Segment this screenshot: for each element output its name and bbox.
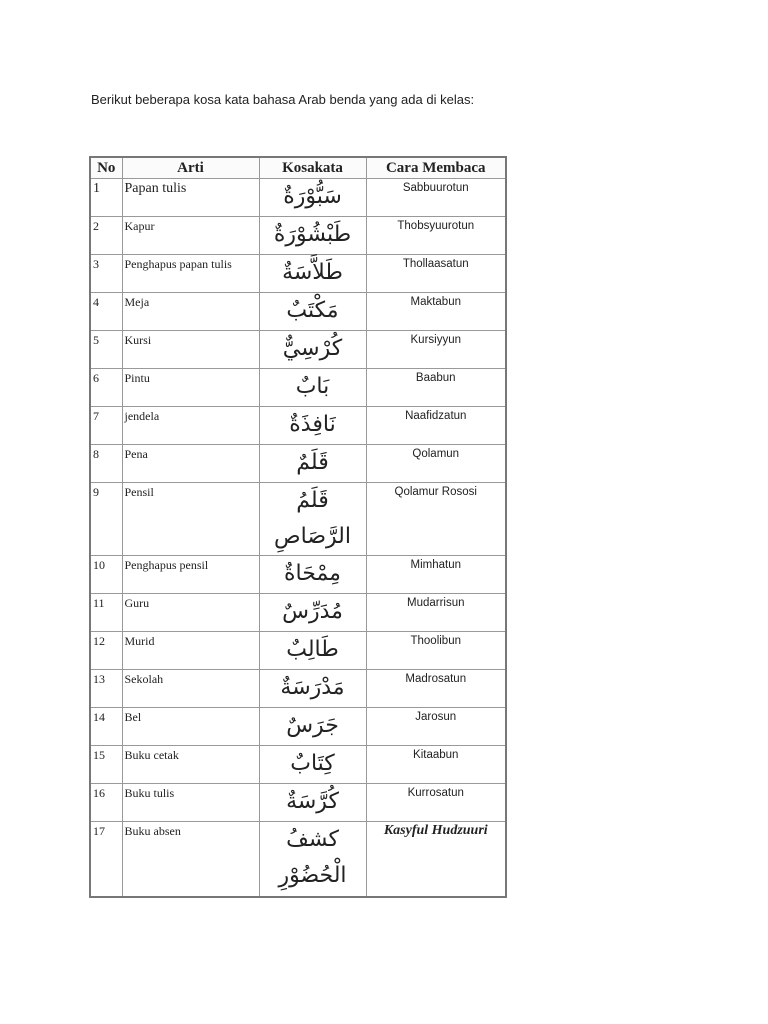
header-cara-membaca: Cara Membaca (366, 157, 506, 179)
row-arabic-word: كُرْسِيٌّ (259, 331, 366, 369)
vocabulary-table (89, 156, 507, 898)
table-row (90, 822, 506, 897)
row-pronunciation: Maktabun (366, 293, 506, 331)
table-row (90, 784, 506, 822)
row-pronunciation: Kursiyyun (366, 331, 506, 369)
row-pronunciation: Thollaasatun (366, 255, 506, 293)
row-meaning: Buku absen (122, 822, 259, 897)
intro-text: Berikut beberapa kosa kata bahasa Arab benda yang ada di kelas: (91, 92, 475, 107)
row-number: 12 (90, 632, 122, 670)
row-meaning: Kapur (122, 217, 259, 255)
row-meaning: jendela (122, 407, 259, 445)
row-pronunciation: Jarosun (366, 708, 506, 746)
row-number: 7 (90, 407, 122, 445)
row-arabic-word: مَدْرَسَةٌ (259, 670, 366, 708)
row-arabic-word: طَبْشُوْرَةٌ (259, 217, 366, 255)
row-number: 8 (90, 445, 122, 483)
row-pronunciation: Mimhatun (366, 556, 506, 594)
row-arabic-word: مُدَرِّسٌ (259, 594, 366, 632)
table-row (90, 407, 506, 445)
row-pronunciation: Baabun (366, 369, 506, 407)
row-arabic-word: مِمْحَاةٌ (259, 556, 366, 594)
row-pronunciation: Qolamun (366, 445, 506, 483)
row-pronunciation: Madrosatun (366, 670, 506, 708)
table-row (90, 594, 506, 632)
header-no: No (90, 157, 122, 179)
row-arabic-word: بَابٌ (259, 369, 366, 407)
row-arabic-word: جَرَسٌ (259, 708, 366, 746)
row-meaning: Kursi (122, 331, 259, 369)
row-meaning: Penghapus pensil (122, 556, 259, 594)
header-arti: Arti (122, 157, 259, 179)
row-number: 2 (90, 217, 122, 255)
row-meaning: Pensil (122, 483, 259, 556)
row-meaning: Penghapus papan tulis (122, 255, 259, 293)
table-row (90, 255, 506, 293)
row-pronunciation: Mudarrisun (366, 594, 506, 632)
row-arabic-word: مَكْتَبٌ (259, 293, 366, 331)
table-row (90, 293, 506, 331)
row-number: 16 (90, 784, 122, 822)
row-arabic-word: سَبُّوْرَةٌ (259, 179, 366, 217)
table-row (90, 670, 506, 708)
row-pronunciation: Kasyful Hudzuuri (366, 822, 506, 897)
row-meaning: Pena (122, 445, 259, 483)
row-number: 1 (90, 179, 122, 217)
row-meaning: Pintu (122, 369, 259, 407)
row-arabic-word: كشفُ الْحُضُوْرِ (259, 822, 366, 897)
table-row (90, 632, 506, 670)
table-header-row (90, 157, 506, 179)
table-row (90, 445, 506, 483)
row-number: 4 (90, 293, 122, 331)
row-pronunciation: Kurrosatun (366, 784, 506, 822)
row-pronunciation: Sabbuurotun (366, 179, 506, 217)
row-arabic-word: قَلَمٌ (259, 445, 366, 483)
row-number: 6 (90, 369, 122, 407)
row-meaning: Sekolah (122, 670, 259, 708)
table-row (90, 369, 506, 407)
table-row (90, 179, 506, 217)
row-pronunciation: Thobsyuurotun (366, 217, 506, 255)
row-arabic-word: نَافِذَةٌ (259, 407, 366, 445)
row-number: 15 (90, 746, 122, 784)
row-number: 17 (90, 822, 122, 897)
table-row (90, 746, 506, 784)
table-row (90, 483, 506, 556)
row-pronunciation: Kitaabun (366, 746, 506, 784)
row-arabic-word: كِتَابٌ (259, 746, 366, 784)
row-number: 13 (90, 670, 122, 708)
row-number: 10 (90, 556, 122, 594)
row-number: 9 (90, 483, 122, 556)
row-meaning: Papan tulis (122, 179, 259, 217)
row-arabic-word: كُرَّسَةٌ (259, 784, 366, 822)
row-meaning: Bel (122, 708, 259, 746)
row-meaning: Buku tulis (122, 784, 259, 822)
header-kosakata: Kosakata (259, 157, 366, 179)
row-arabic-word: قَلَمُ الرَّصَاصِ (259, 483, 366, 556)
row-meaning: Guru (122, 594, 259, 632)
table-row (90, 331, 506, 369)
row-meaning: Buku cetak (122, 746, 259, 784)
table-row (90, 556, 506, 594)
row-pronunciation: Naafidzatun (366, 407, 506, 445)
row-number: 3 (90, 255, 122, 293)
row-pronunciation: Qolamur Rososi (366, 483, 506, 556)
row-number: 5 (90, 331, 122, 369)
table-row (90, 708, 506, 746)
row-meaning: Murid (122, 632, 259, 670)
table-row (90, 217, 506, 255)
row-pronunciation: Thoolibun (366, 632, 506, 670)
row-meaning: Meja (122, 293, 259, 331)
row-arabic-word: طَالِبٌ (259, 632, 366, 670)
row-number: 11 (90, 594, 122, 632)
row-arabic-word: طَلاَّسَةٌ (259, 255, 366, 293)
row-number: 14 (90, 708, 122, 746)
